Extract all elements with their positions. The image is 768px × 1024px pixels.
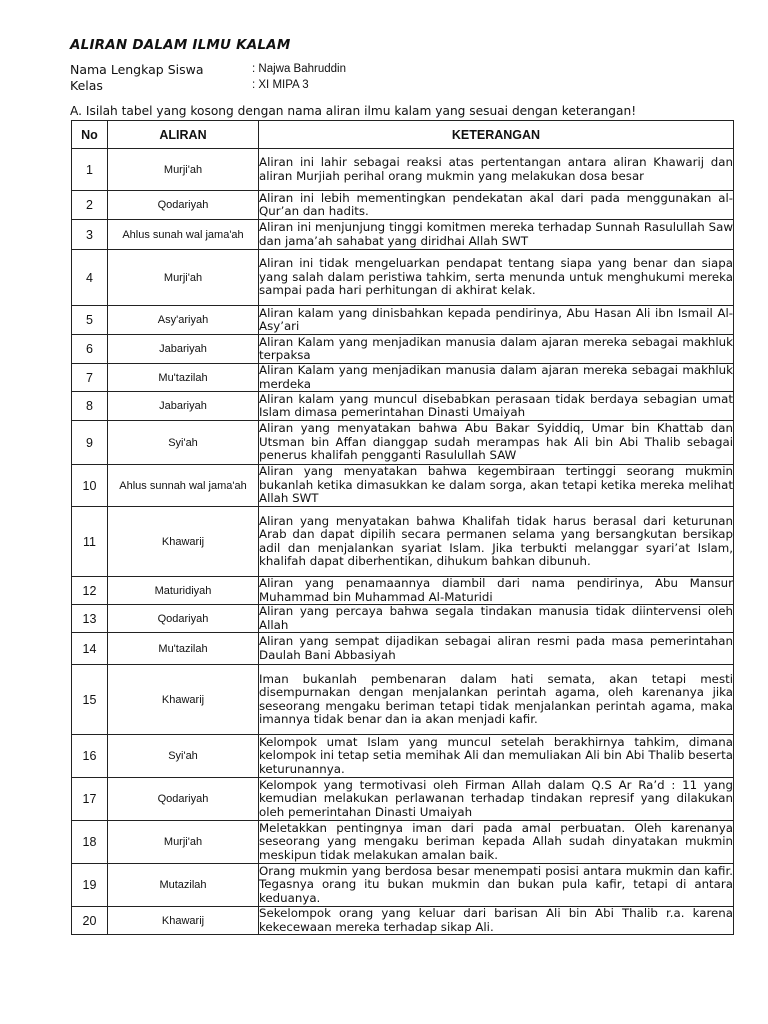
table-row xyxy=(72,306,734,335)
table-row xyxy=(72,633,734,665)
aliran-table xyxy=(71,120,734,935)
table-row xyxy=(72,864,734,907)
row-number: 7 xyxy=(72,364,108,392)
table-row xyxy=(72,220,734,250)
row-number: 8 xyxy=(72,392,108,421)
row-number: 19 xyxy=(72,864,108,907)
row-number: 3 xyxy=(72,220,108,250)
row-aliran: Khawarij xyxy=(108,907,259,935)
instruction-text: A. Isilah tabel yang kosong dengan nama aliran ilmu kalam yang sesuai dengan keterangan! xyxy=(70,104,637,118)
row-keterangan: Meletakkan pentingnya iman dari pada amal perbuatan. Oleh karenanya seseorang yang mengaku beriman kepada Allah sudah dinyatakan mukmin meskipun tidak melakukan amalan baik. xyxy=(259,820,733,862)
row-aliran: Syi'ah xyxy=(108,735,259,778)
header-aliran: ALIRAN xyxy=(108,121,259,149)
row-number: 15 xyxy=(72,665,108,735)
row-number: 16 xyxy=(72,735,108,778)
table-row xyxy=(72,665,734,735)
row-keterangan: Aliran ini lahir sebagai reaksi atas pertentangan antara aliran Khawarij dan aliran Murjiah perihal orang mukmin yang melakukan dosa besar xyxy=(259,149,734,191)
row-aliran: Maturidiyah xyxy=(108,577,259,605)
row-number: 18 xyxy=(72,821,108,864)
table-header-row xyxy=(72,121,734,149)
row-aliran: Ahlus sunah wal jama'ah xyxy=(108,220,259,250)
table-row xyxy=(72,335,734,364)
row-aliran: Khawarij xyxy=(108,665,259,735)
row-keterangan: Aliran yang menyatakan bahwa Abu Bakar Syiddiq, Umar bin Khattab dan Utsman bin Affan dianggap sudah merampas hak Ali bin Abi Thalib sebagai penerus khalifah pengganti Rasulullah SAW xyxy=(259,421,734,465)
row-keterangan: Aliran kalam yang dinisbahkan kepada pendirinya, Abu Hasan Ali ibn Ismail Al-Asy’ari xyxy=(259,305,733,333)
row-keterangan: Aliran ini lebih mementingkan pendekatan akal dari pada menggunakan al-Qur’an dan hadits. xyxy=(259,190,733,218)
row-aliran: Khawarij xyxy=(108,507,259,577)
table-row xyxy=(72,735,734,778)
row-keterangan: Sekelompok orang yang keluar dari barisan Ali bin Abi Thalib r.a. karena kekecewaan mereka terhadap sikap Ali. xyxy=(259,906,733,934)
table-row xyxy=(72,821,734,864)
row-aliran: Mutazilah xyxy=(108,864,259,907)
header-no: No xyxy=(72,121,108,149)
table-body xyxy=(72,149,734,935)
table-row xyxy=(72,191,734,220)
row-aliran: Murji'ah xyxy=(108,821,259,864)
header-keterangan: KETERANGAN xyxy=(259,121,734,149)
table-row xyxy=(72,392,734,421)
table-row xyxy=(72,149,734,191)
table-row xyxy=(72,778,734,821)
row-number: 9 xyxy=(72,421,108,465)
row-keterangan: Iman bukanlah pembenaran dalam hati semata, akan tetapi mesti disempurnakan dengan menjalankan perintah agama, oleh karenanya jika seseorang mengaku beriman tetapi tidak menjalankan perintah agama, maka imannya tidak benar dan ia akan menjadi kafir. xyxy=(259,665,734,735)
document-title: ALIRAN DALAM ILMU KALAM xyxy=(70,37,291,53)
table-row xyxy=(72,907,734,935)
row-aliran: Jabariyah xyxy=(108,392,259,421)
row-number: 1 xyxy=(72,149,108,191)
row-aliran: Murji'ah xyxy=(108,149,259,191)
row-number: 12 xyxy=(72,577,108,605)
row-keterangan: Aliran yang penamaannya diambil dari nama pendirinya, Abu Mansur Muhammad bin Muhammad Al-Maturidi xyxy=(259,576,733,604)
row-keterangan: Kelompok yang termotivasi oleh Firman Allah dalam Q.S Ar Ra’d : 11 yang kemudian melakukan perlawanan terhadap tindakan represif yang dilakukan oleh pemerintahan Dinasti Umaiyah xyxy=(259,777,733,819)
table-row xyxy=(72,465,734,507)
row-number: 6 xyxy=(72,335,108,364)
row-keterangan: Aliran yang percaya bahwa segala tindakan manusia tidak diintervensi oleh Allah xyxy=(259,604,733,632)
row-keterangan: Aliran ini tidak mengeluarkan pendapat tentang siapa yang benar dan siapa yang salah dalam peristiwa tahkim, serta menunda untuk menghukumi mereka sampai pada hari perhitungan di akhirat kelak. xyxy=(259,250,734,306)
row-number: 20 xyxy=(72,907,108,935)
row-keterangan: Aliran Kalam yang menjadikan manusia dalam ajaran mereka sebagai makhluk terpaksa xyxy=(259,334,733,362)
row-number: 14 xyxy=(72,633,108,665)
row-aliran: Murji'ah xyxy=(108,250,259,306)
table-row xyxy=(72,421,734,465)
row-aliran: Qodariyah xyxy=(108,191,259,220)
table-row xyxy=(72,250,734,306)
row-aliran: Asy'ariyah xyxy=(108,306,259,335)
row-keterangan: Aliran Kalam yang menjadikan manusia dalam ajaran mereka sebagai makhluk merdeka xyxy=(259,363,733,391)
row-number: 10 xyxy=(72,465,108,507)
student-class-label: Kelas xyxy=(70,78,103,93)
table-row xyxy=(72,364,734,392)
row-number: 11 xyxy=(72,507,108,577)
row-number: 2 xyxy=(72,191,108,220)
row-keterangan: Aliran yang menyatakan bahwa kegembiraan tertinggi seorang mukmin bukanlah ketika dimasukkan ke dalam sorga, akan tetapi ketika mereka melihat Allah SWT xyxy=(259,464,733,506)
student-name-label: Nama Lengkap Siswa xyxy=(70,62,204,77)
row-number: 13 xyxy=(72,605,108,633)
row-aliran: Mu'tazilah xyxy=(108,633,259,665)
student-name-value: : Najwa Bahruddin xyxy=(252,63,346,75)
row-aliran: Mu'tazilah xyxy=(108,364,259,392)
row-aliran: Jabariyah xyxy=(108,335,259,364)
table-row xyxy=(72,507,734,577)
row-aliran: Ahlus sunnah wal jama'ah xyxy=(108,465,259,507)
row-keterangan: Kelompok umat Islam yang muncul setelah berakhirnya tahkim, dimana kelompok ini tetap setia memihak Ali dan memuliakan Ali bin Abi Thalib beserta keturunannya. xyxy=(259,734,733,776)
row-aliran: Qodariyah xyxy=(108,605,259,633)
student-class-value: : XI MIPA 3 xyxy=(252,79,309,91)
row-keterangan: Aliran yang menyatakan bahwa Khalifah tidak harus berasal dari keturunan Arab dan dapat dipilih secara permanen selama yang bersangkutan bersikap adil dan menjalankan syariat Islam. Jika terbukti melanggar syari’at Islam, khalifah dapat diberhentikan, dihukum bahkan dibunuh. xyxy=(259,507,734,577)
table-row xyxy=(72,605,734,633)
row-number: 17 xyxy=(72,778,108,821)
row-aliran: Syi'ah xyxy=(108,421,259,465)
row-keterangan: Aliran ini menjunjung tinggi komitmen mereka terhadap Sunnah Rasulullah Saw dan jama’ah sahabat yang diridhai Allah SWT xyxy=(259,220,733,248)
row-number: 5 xyxy=(72,306,108,335)
table-row xyxy=(72,577,734,605)
row-keterangan: Aliran kalam yang muncul disebabkan perasaan tidak berdaya sebagian umat Islam dimasa pemerintahan Dinasti Umaiyah xyxy=(259,391,733,419)
row-keterangan: Orang mukmin yang berdosa besar menempati posisi antara mukmin dan kafir. Tegasnya orang itu bukan mukmin dan bukan pula kafir, tetapi di antara keduanya. xyxy=(259,863,733,905)
row-aliran: Qodariyah xyxy=(108,778,259,821)
row-keterangan: Aliran yang sempat dijadikan sebagai aliran resmi pada masa pemerintahan Daulah Bani Abbasiyah xyxy=(259,633,734,665)
row-number: 4 xyxy=(72,250,108,306)
